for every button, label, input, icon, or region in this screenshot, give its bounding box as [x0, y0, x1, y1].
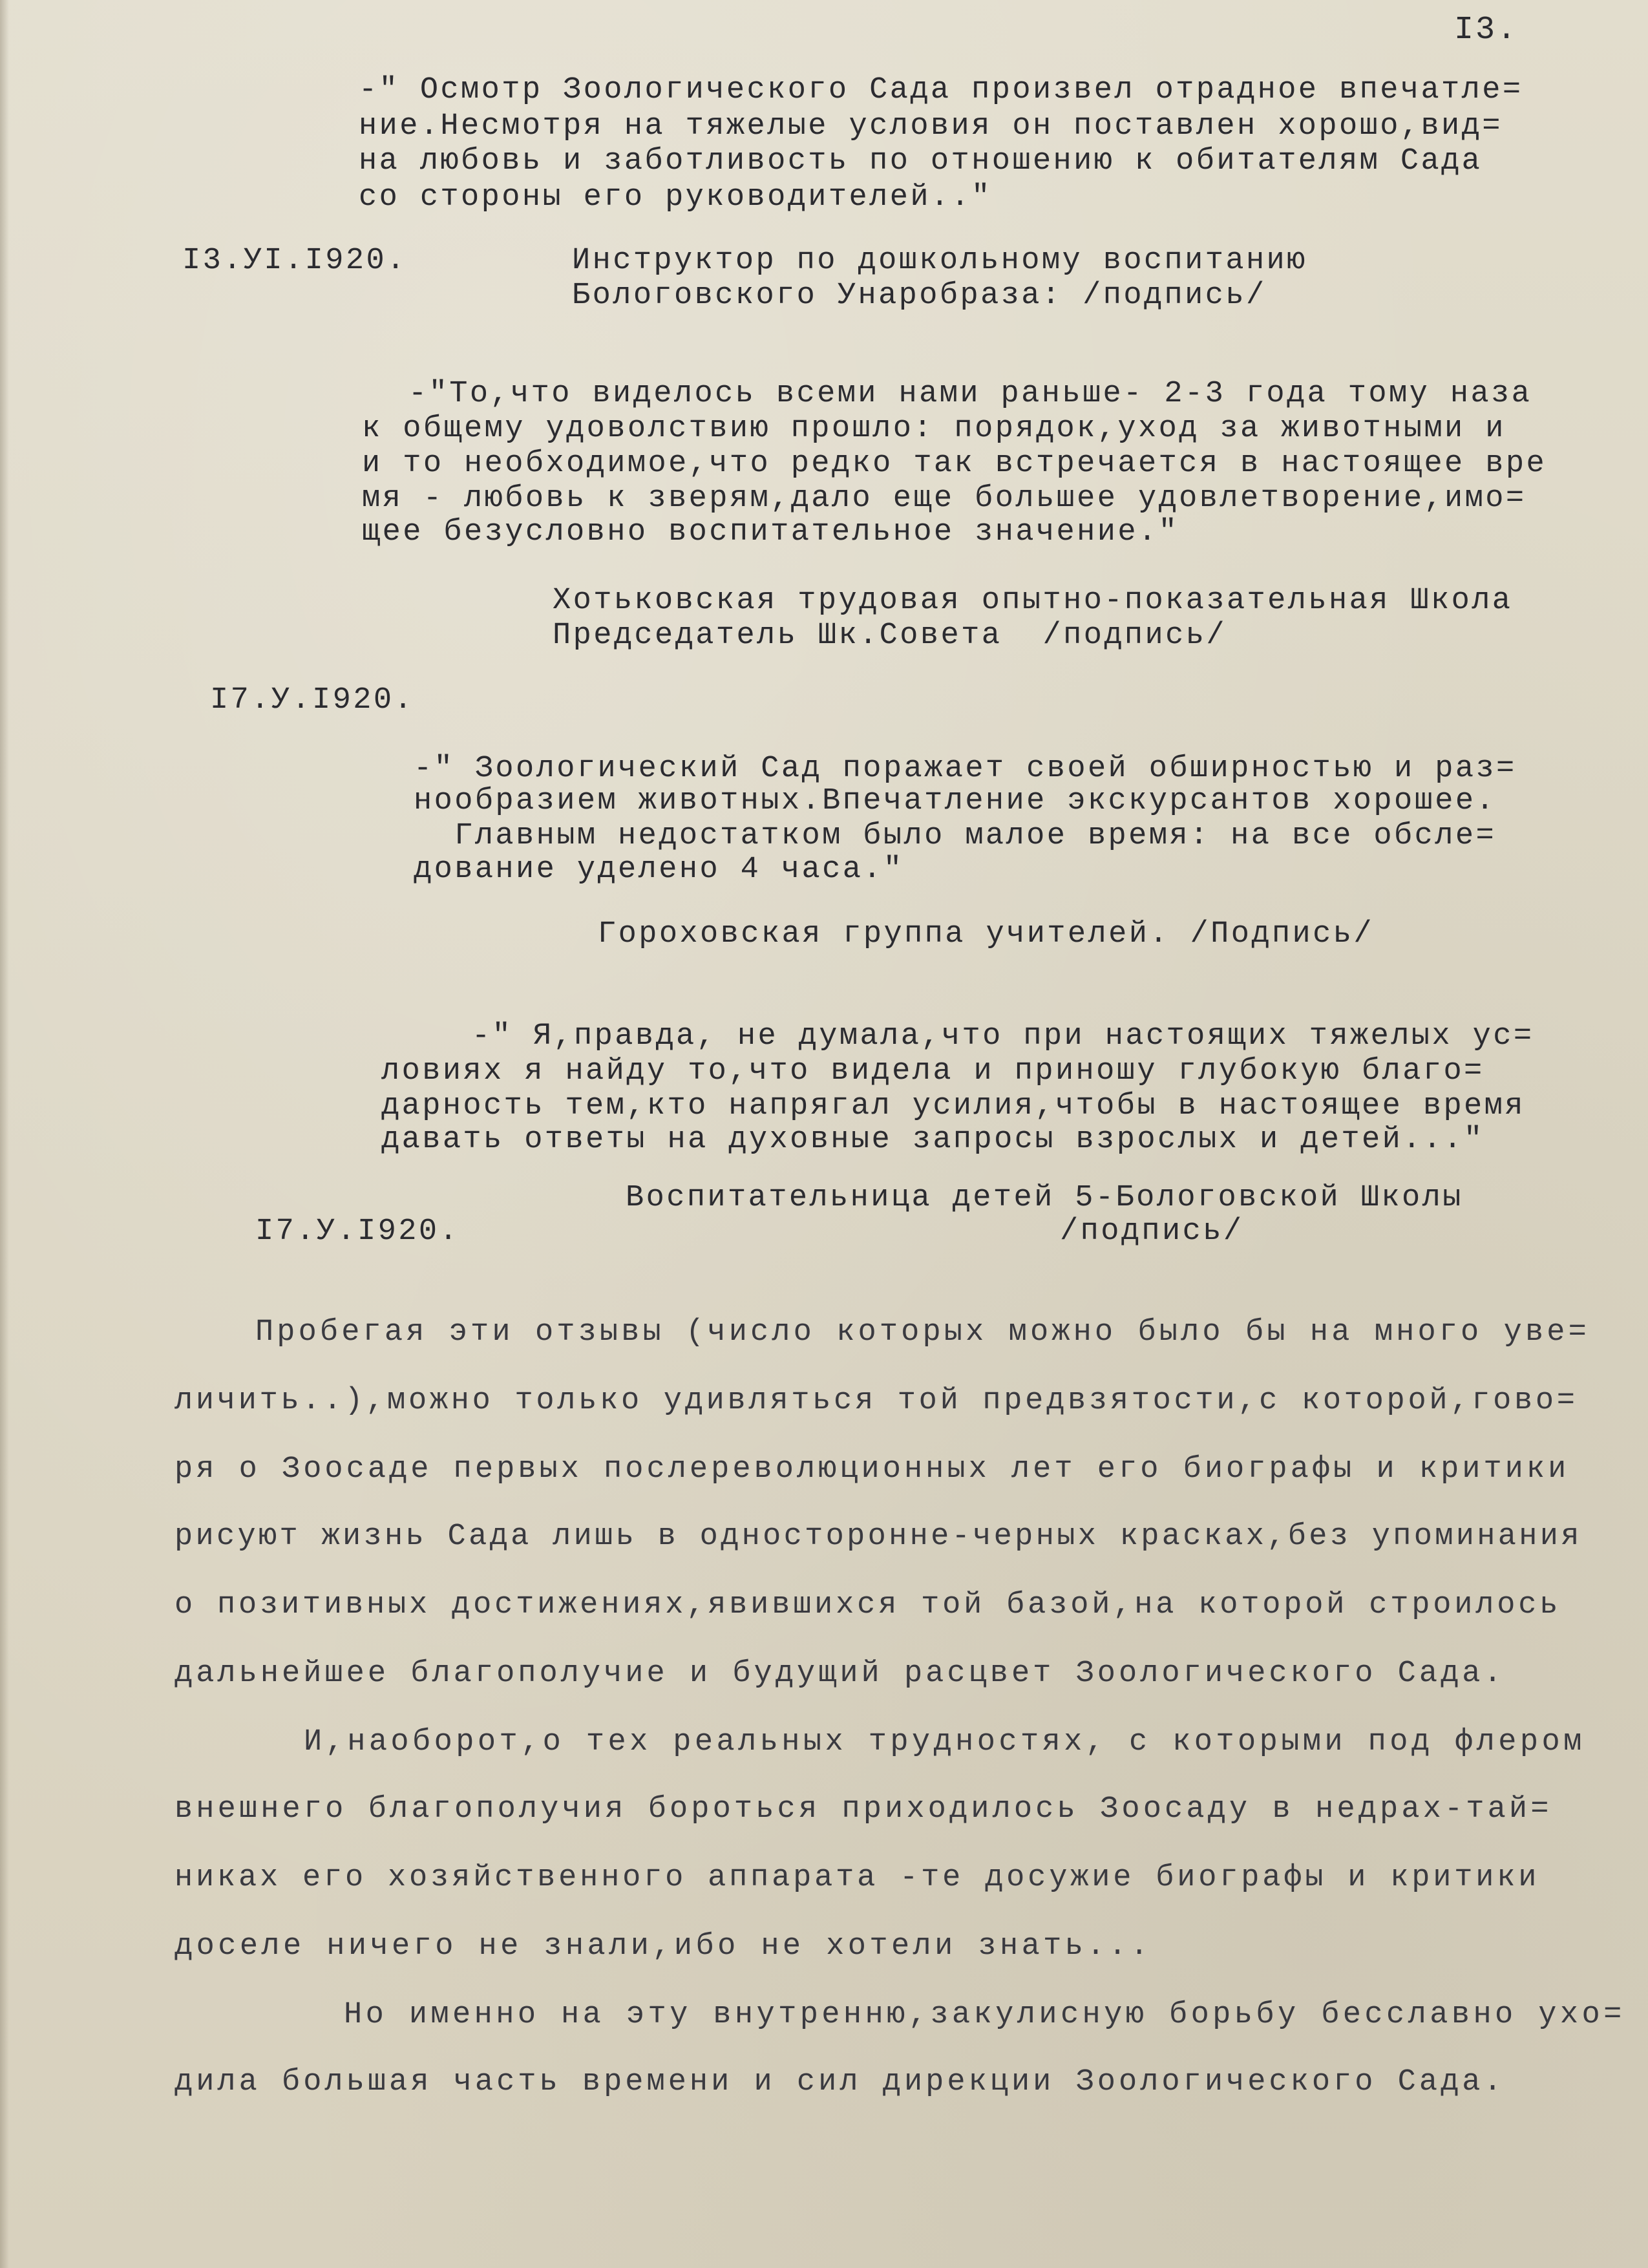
commentary-line-10: доселе ничего не знали,ибо не хотели знать... — [174, 1929, 1152, 1964]
commentary-line-6: дальнейшее благополучие и будущий расцвет Зоологического Сада. — [174, 1657, 1505, 1691]
review-4-signature-line-1: Воспитательница детей 5-Бологовской Школы — [626, 1181, 1463, 1215]
review-4-line-1: -" Я,правда, не думала,что при настоящих тяжелых ус= — [472, 1019, 1534, 1054]
review-1-signature-line-1: Инструктор по дошкольному воспитанию — [572, 244, 1307, 278]
review-4-line-3: дарность тем,кто напрягал усилия,чтобы в настоящее время — [381, 1089, 1525, 1123]
review-2-signature-line-2: Председатель Шк.Совета /подпись/ — [553, 619, 1227, 653]
review-1-line-3: на любовь и заботливость по отношению к обитателям Сада — [359, 144, 1483, 178]
review-2-line-3: и то необходимое,что редко так встречается в настоящее вре — [362, 447, 1547, 481]
review-3-line-2: нообразием животных.Впечатление экскурсантов хорошее. — [414, 784, 1497, 818]
review-2-line-5: щее безусловно воспитательное значение." — [362, 515, 1179, 549]
commentary-line-4: рисуют жизнь Сада лишь в односторонне-черных красках,без упоминания — [174, 1520, 1582, 1554]
review-3-line-4: дование уделено 4 часа." — [414, 853, 904, 887]
page-number: I3. — [1454, 12, 1519, 48]
review-2-date: I7.У.I920. — [210, 683, 415, 717]
review-1-line-2: ние.Несмотря на тяжелые условия он поставлен хорошо,вид= — [359, 109, 1503, 143]
commentary-line-3: ря о Зоосаде первых послереволюционных лет его биографы и критики — [174, 1452, 1570, 1487]
review-3-signature: Гороховская группа учителей. /Подпись/ — [598, 917, 1374, 951]
review-1-date: I3.УI.I920. — [182, 244, 407, 278]
commentary-line-11: Но именно на эту внутренню,закулисную борьбу бесславно ухо= — [344, 1998, 1625, 2032]
commentary-line-8: внешнего благополучия бороться приходилось Зоосаду в недрах-тай= — [174, 1792, 1552, 1827]
commentary-line-7: И,наоборот,о тех реальных трудностях, с которыми под флером — [304, 1725, 1585, 1759]
review-1-line-4: со стороны его руководителей.." — [359, 180, 992, 215]
commentary-line-1: Пробегая эти отзывы (число которых можно было бы на много уве= — [255, 1315, 1590, 1350]
review-2-line-2: к общему удоволствию прошло: порядок,уход за животными и — [362, 412, 1506, 446]
commentary-line-2: личить..),можно только удивляться той предвзятости,с которой,гово= — [174, 1384, 1578, 1418]
commentary-line-12: дила большая часть времени и сил дирекции Зоологического Сада. — [174, 2065, 1505, 2099]
review-4-line-4: давать ответы на духовные запросы взрослых и детей..." — [381, 1123, 1484, 1157]
review-4-line-2: ловиях я найду то,что видела и приношу глубокую благо= — [381, 1054, 1484, 1088]
commentary-line-5: о позитивных достижениях,явившихся той базой,на которой строилось — [174, 1588, 1561, 1622]
review-1-line-1: -" Осмотр Зоологического Сада произвел отрадное впечатле= — [359, 73, 1523, 107]
review-1-signature-line-2: Бологовского Унаробраза: /подпись/ — [572, 279, 1267, 313]
review-3-line-3: Главным недостатком было малое время: на все обсле= — [414, 819, 1497, 853]
review-2-line-1: -"То,что виделось всеми нами раньше- 2-3 года тому наза — [408, 377, 1532, 411]
review-4-date: I7.У.I920. — [255, 1214, 460, 1249]
review-3-line-1: -" Зоологический Сад поражает своей обширностью и раз= — [414, 752, 1517, 786]
review-4-signature-line-2: /подпись/ — [1060, 1214, 1244, 1249]
review-2-signature-line-1: Хотьковская трудовая опытно-показательная Школа — [553, 584, 1513, 618]
review-2-line-4: мя - любовь к зверям,дало еще большее удовлетворение,имо= — [362, 482, 1527, 516]
commentary-line-9: никах его хозяйственного аппарата -те досужие биографы и критики — [174, 1861, 1540, 1895]
